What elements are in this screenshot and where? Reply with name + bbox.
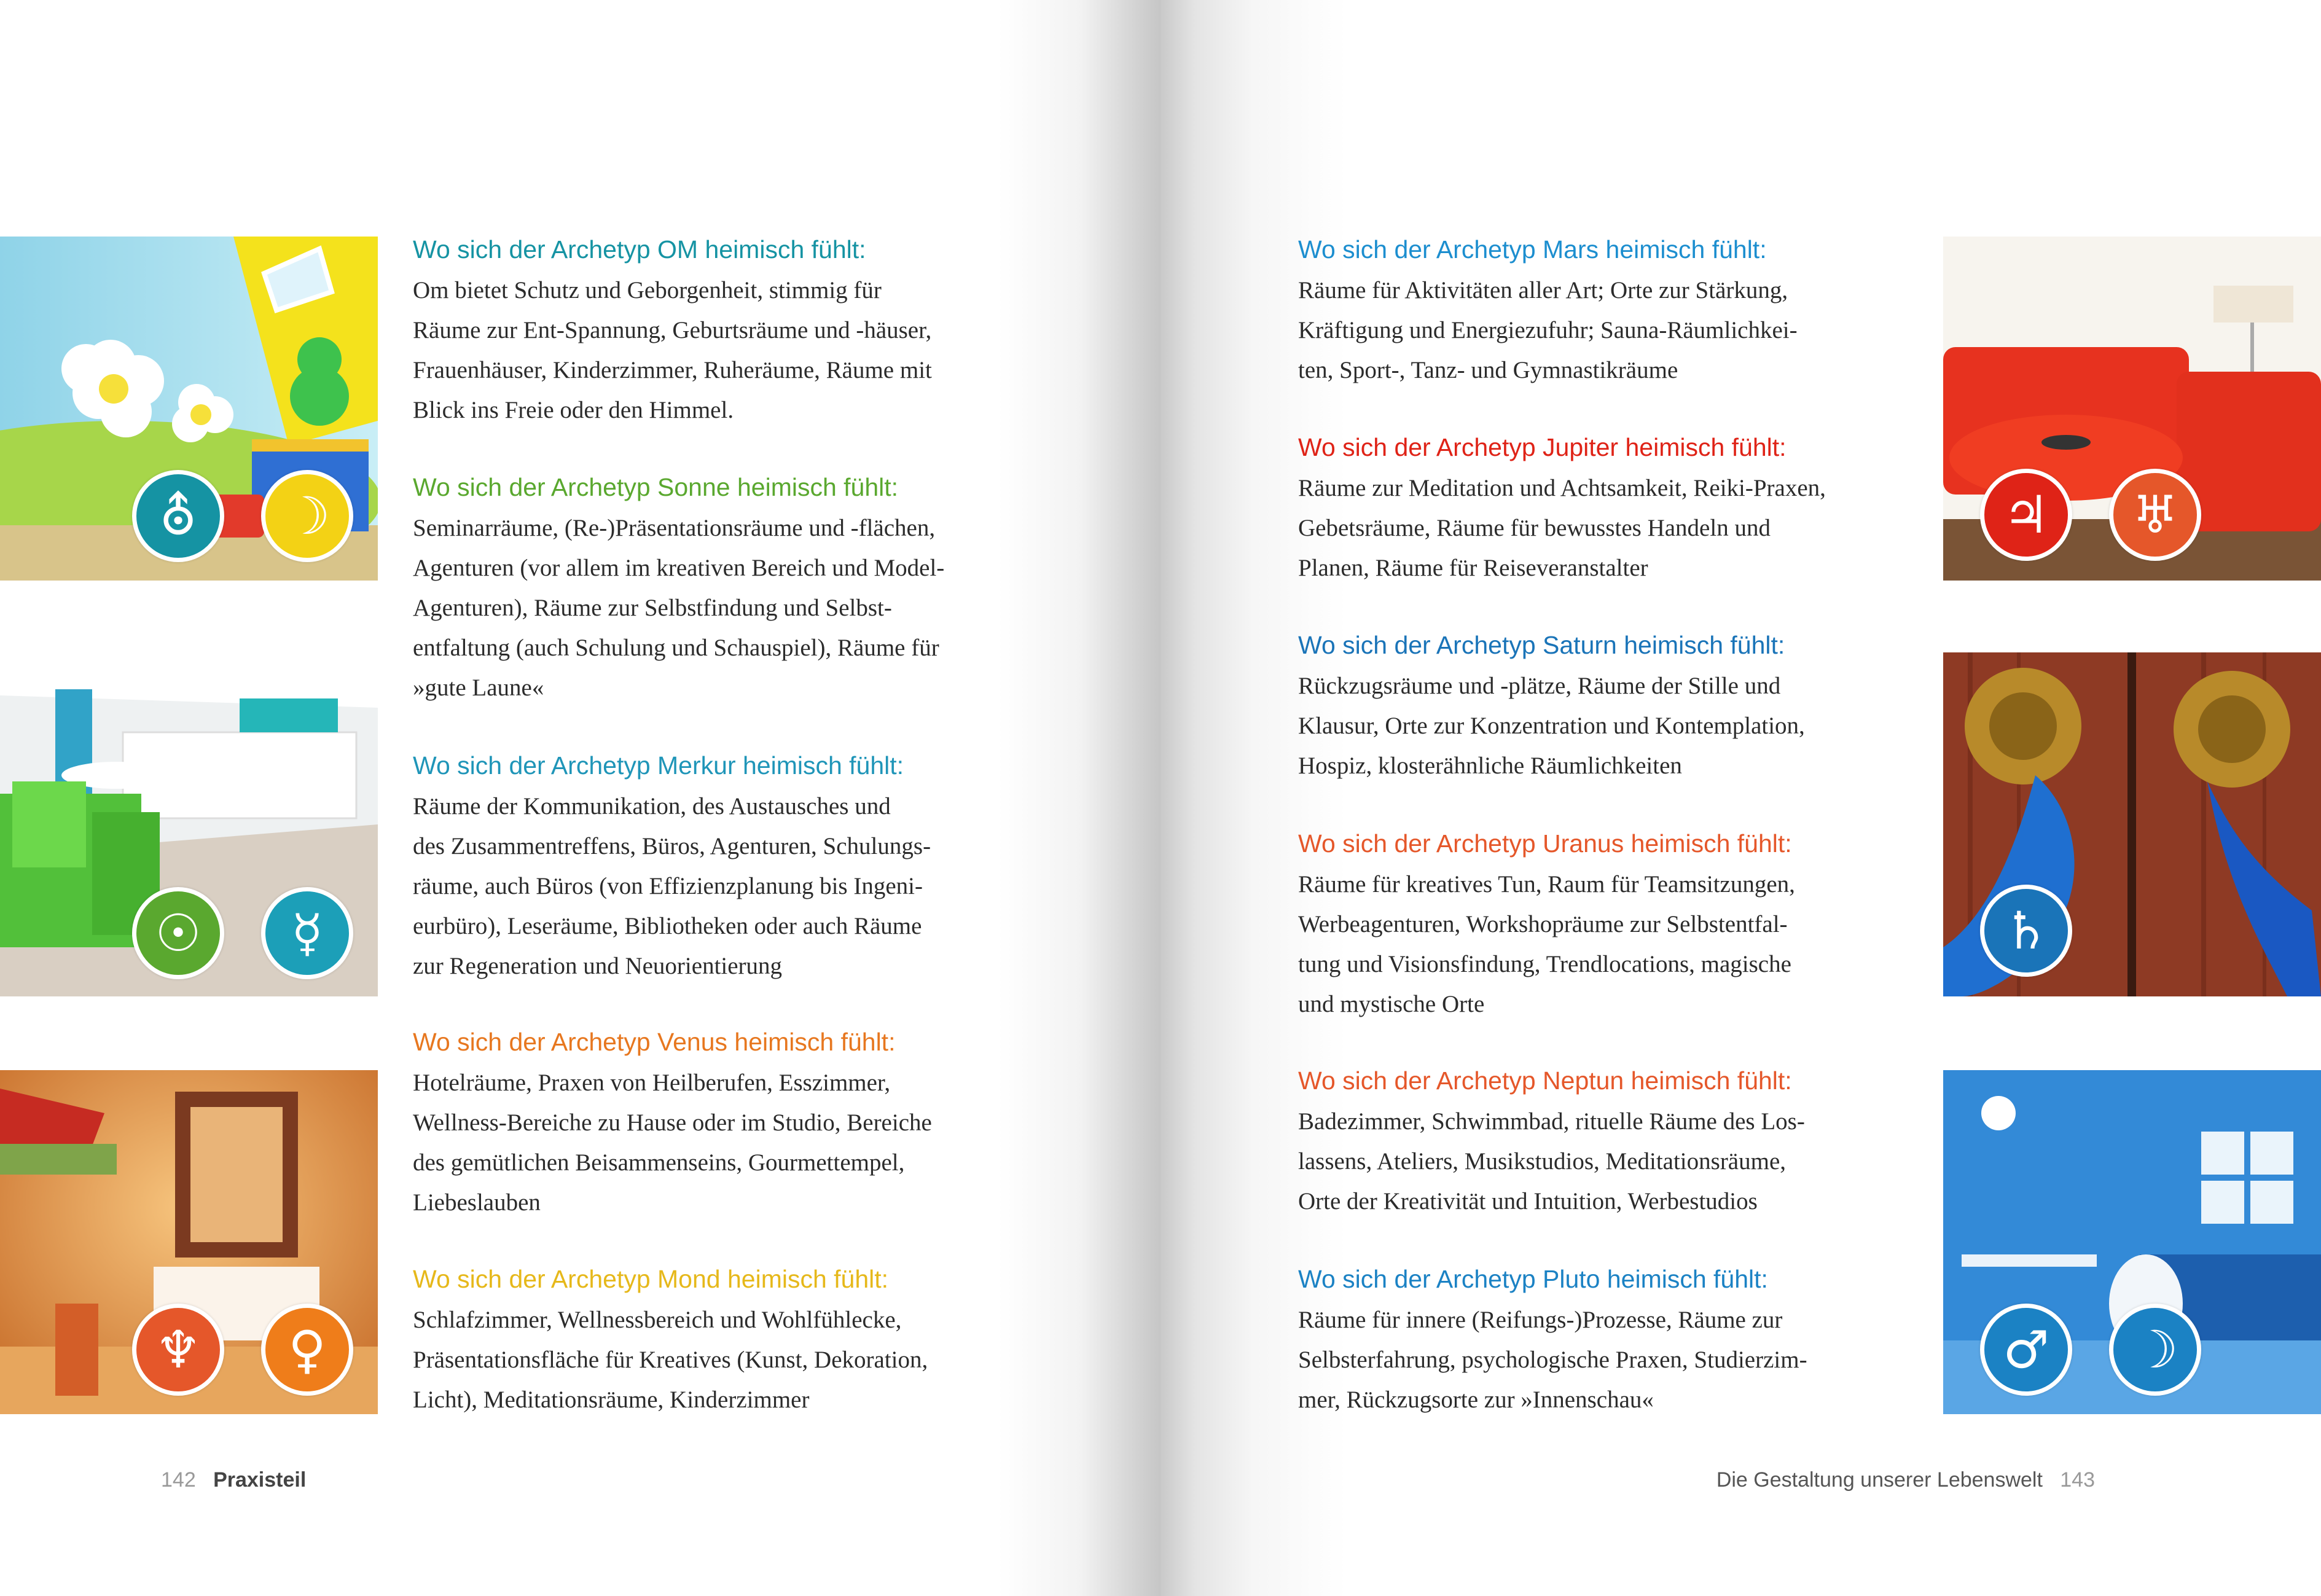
saturn-symbol-icon: ♄	[1980, 885, 2072, 977]
uranus-symbol-icon: ♅	[2109, 469, 2201, 561]
heading-mond: Wo sich der Archetyp Mond heimisch fühlt:	[413, 1265, 889, 1293]
text-jupiter: Räume zur Meditation und Achtsamkeit, Reiki-Praxen, Gebetsräume, Räume für bewusstes Handeln und Planen, Räume für Reiseveranstalter	[1298, 475, 1826, 581]
pluto-moon-symbol-icon: ☽	[2109, 1304, 2201, 1396]
heading-uranus: Wo sich der Archetyp Uranus heimisch fühlt:	[1298, 829, 1792, 858]
mars-symbol-icon: ♂	[1980, 1304, 2072, 1396]
footer-right	[1716, 1468, 2095, 1492]
section-merkur	[413, 748, 1022, 986]
section-saturn	[1298, 628, 1908, 786]
venus-symbol-icon: ♀	[261, 1304, 353, 1396]
section-om	[413, 232, 1022, 430]
right-page	[1160, 0, 2321, 1596]
text-sonne: Seminarräume, (Re-)Präsentationsräume und -flächen, Agenturen (vor allem im kreativen Bereich und Model- Agenturen), Räume zur Selbstfindung und Selbst- entfaltung (auch Schulung und Schauspiel), Räume für »gute Laune«	[413, 515, 945, 701]
photo-bathroom	[0, 1070, 378, 1414]
section-neptun	[1298, 1063, 1908, 1221]
heading-om: Wo sich der Archetyp OM heimisch fühlt:	[413, 235, 866, 264]
text-uranus: Räume für kreatives Tun, Raum für Teamsitzungen, Werbeagenturen, Workshopräume zur Selbstentfal- tung und Visionsfindung, Trendlocations, magische und mystische Orte	[1298, 871, 1795, 1017]
text-venus: Hotelräume, Praxen von Heilberufen, Esszimmer, Wellness-Bereiche zu Hause oder im Studio, Bereiche des gemütlichen Beisammenseins, Gourmettempel, Liebeslauben	[413, 1070, 932, 1216]
text-mars: Räume für Aktivitäten aller Art; Orte zur Stärkung, Kräftigung und Energiezufuhr; Sauna-Räumlichkei- ten, Sport-, Tanz- und Gymnastikräume	[1298, 277, 1798, 383]
neptune-symbol-icon: ♆	[132, 1304, 224, 1396]
heading-mars: Wo sich der Archetyp Mars heimisch fühlt:	[1298, 235, 1767, 264]
text-om: Om bietet Schutz und Geborgenheit, stimmig für Räume zur Ent-Spannung, Geburtsräume und -häuser, Frauenhäuser, Kinderzimmer, Ruheräume, Räume mit Blick ins Freie oder den Himmel.	[413, 277, 932, 423]
heading-jupiter: Wo sich der Archetyp Jupiter heimisch fühlt:	[1298, 433, 1787, 461]
section-pluto	[1298, 1262, 1908, 1420]
sun-symbol-icon: ☉	[132, 887, 224, 979]
heading-pluto: Wo sich der Archetyp Pluto heimisch fühlt:	[1298, 1265, 1768, 1293]
section-mond	[413, 1262, 1022, 1420]
text-mond: Schlafzimmer, Wellnessbereich und Wohlfühlecke, Präsentationsfläche für Kreatives (Kunst, Dekoration, Licht), Meditationsräume, Kinderzimmer	[413, 1307, 928, 1413]
heading-sonne: Wo sich der Archetyp Sonne heimisch fühlt:	[413, 473, 899, 501]
jupiter-symbol-icon: ♃	[1980, 469, 2072, 561]
heading-saturn: Wo sich der Archetyp Saturn heimisch fühlt:	[1298, 631, 1785, 659]
moon-symbol-icon: ☽	[261, 470, 353, 562]
heading-venus: Wo sich der Archetyp Venus heimisch fühlt:	[413, 1028, 896, 1056]
section-venus	[413, 1025, 1022, 1222]
section-title-right: Die Gestaltung unserer Lebenswelt	[1716, 1468, 2043, 1492]
left-page	[0, 0, 1160, 1596]
footer-left	[161, 1468, 306, 1492]
section-jupiter	[1298, 430, 1908, 588]
photo-office	[0, 652, 378, 996]
heading-merkur: Wo sich der Archetyp Merkur heimisch fühlt:	[413, 751, 904, 780]
text-neptun: Badezimmer, Schwimmbad, rituelle Räume des Los- lassens, Ateliers, Musikstudios, Meditationsräume, Orte der Kreativität und Intuition, Werbestudios	[1298, 1108, 1805, 1215]
photo-blue-room	[1943, 1070, 2321, 1414]
photo-red-sofa	[1943, 237, 2321, 581]
section-uranus	[1298, 826, 1908, 1024]
page-number-right: 143	[2060, 1468, 2095, 1492]
text-saturn: Rückzugsräume und -plätze, Räume der Stille und Klausur, Orte zur Konzentration und Kontemplation, Hospiz, klosterähnliche Räumlichkeiten	[1298, 673, 1805, 779]
photo-kids-room	[0, 237, 378, 581]
heading-neptun: Wo sich der Archetyp Neptun heimisch fühlt:	[1298, 1066, 1792, 1095]
section-sonne	[413, 470, 1022, 708]
section-mars	[1298, 232, 1908, 390]
mercury-symbol-icon: ☿	[261, 887, 353, 979]
photo-door-knockers	[1943, 652, 2321, 996]
text-pluto: Räume für innere (Reifungs-)Prozesse, Räume zur Selbsterfahrung, psychologische Praxen, Studierzim- mer, Rückzugsorte zur »Innenschau«	[1298, 1307, 1807, 1413]
page-number-left: 142	[161, 1468, 196, 1492]
text-merkur: Räume der Kommunikation, des Austausches und des Zusammentreffens, Büros, Agenturen, Schulungs- räume, auch Büros (von Effizienzplanung bis Ingeni- eurbüro), Leseräume, Bibliotheken oder auch Räume zur Regeneration und Neuorientierung	[413, 793, 931, 979]
section-title-left: Praxisteil	[213, 1468, 307, 1492]
om-symbol-icon: ⛢	[132, 470, 224, 562]
